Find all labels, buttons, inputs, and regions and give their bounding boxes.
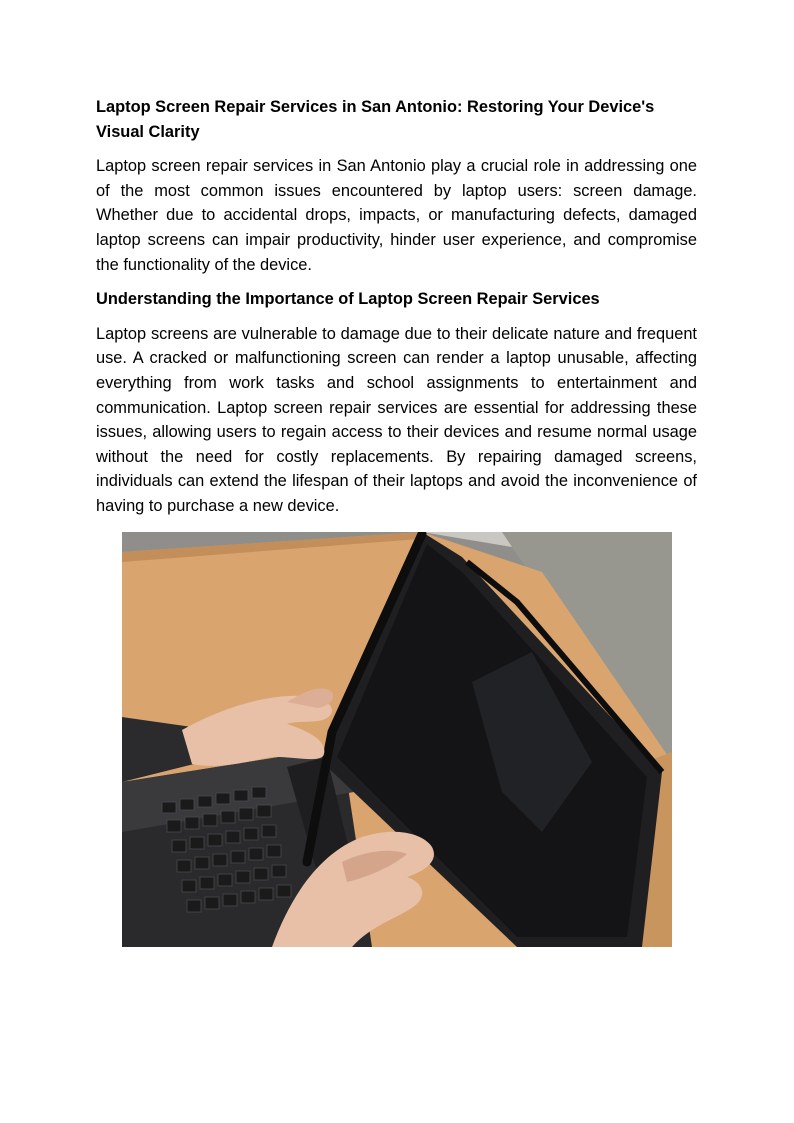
section-paragraph: Laptop screens are vulnerable to damage due to their delicate nature and frequent use. A cracked or malfunctioning screen can render a laptop unusable, affecting everything from work tasks and school assignments to entertainment and communication. Laptop screen repair services are essential for addressing these issues, allowing users to regain access to their devices and resume normal usage without the need for costly replacements. By repairing damaged screens, individuals can extend the lifespan of their laptops and avoid the inconvenience of having to purchase a new device.: [96, 324, 697, 515]
document-title: Laptop Screen Repair Services in San Antonio: Restoring Your Device's Visual Clarity: [96, 98, 655, 141]
intro-paragraph: Laptop screen repair services in San Antonio play a crucial role in addressing one of the most common issues encountered by laptop users: screen damage. Whether due to accidental drops, impacts, or manufacturing defects, damaged laptop screens can impair productivity, hinder user experience, and compromise the functionality of the device.: [96, 157, 697, 274]
section-heading: Understanding the Importance of Laptop Screen Repair Services: [96, 290, 600, 309]
document-body: [96, 95, 697, 519]
laptop-repair-photo: [122, 532, 672, 947]
